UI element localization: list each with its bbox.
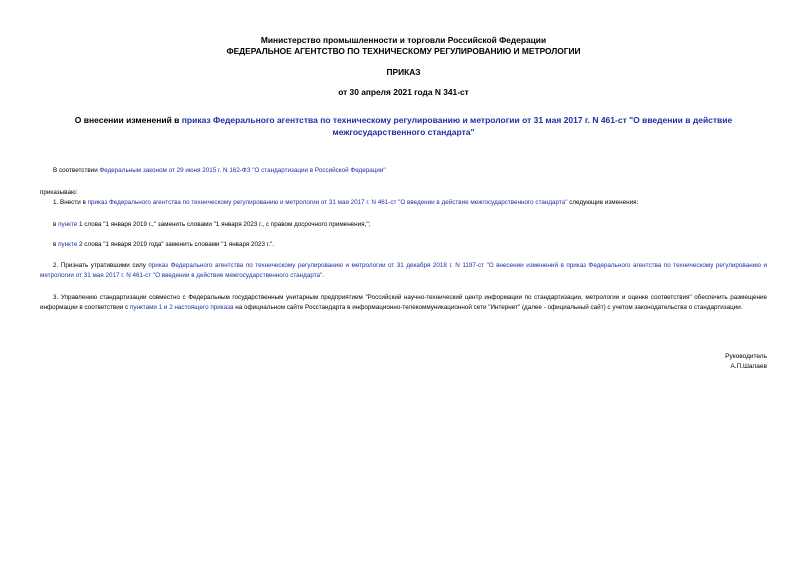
ministry-name: Министерство промышленности и торговли Российской Федерации [260,35,547,45]
item-3-prefix: 3. Управлению стандартизации совместно с Федеральным государственным унитарным предприятием "Российский научно-технический центр информации по стандартизации, метрологии и оценке соответствия" обеспечить размещение информации в соответствии с [40,294,767,311]
doc-type: ПРИКАЗ [386,67,421,77]
item-1b [40,240,767,250]
item-3 [40,293,767,312]
order-word: приказываю: [40,189,78,196]
item-2-order-link[interactable]: приказ Федерального агентства по техническому регулированию и метрологии от 31 декабря 2018 г. N 1197-ст "О внесении изменений в приказ Федерального агентства по техническому регулированию и метрологии от 31 мая 2017 г. N 461-ст "О введении в действие межгосударственного стандарта" [40,262,767,279]
item-1a [40,220,767,230]
item-1a-prefix: в [53,221,59,228]
agency-name: ФЕДЕРАЛЬНОЕ АГЕНТСТВО ПО ТЕХНИЧЕСКОМУ РЕГУЛИРОВАНИЮ И МЕТРОЛОГИИ [226,46,581,56]
title-order-link[interactable]: приказ Федерального агентства по техническому регулированию и метрологии от 31 мая 2017 г. N 461-ст "О введении в действие межгосударственного стандарта" [181,115,733,137]
doc-date-number: от 30 апреля 2021 года N 341-ст [338,87,469,97]
item-3-suffix: на официальном сайте Росстандарта в информационно-телекоммуникационной сети "Интернет" (далее - официальный сайт) с учетом законодательства о стандартизации. [233,303,743,311]
signatory-name: А.П.Шалаев [730,363,767,370]
document-title [40,114,767,138]
item-1a-suffix: 1 слова "1 января 2019 г.," заменить словами "1 января 2023 г., с правом досрочного применения,"; [77,221,371,228]
federal-law-link[interactable]: Федеральным законом от 29 июня 2015 г. N 162-ФЗ "О стандартизации в Российской Федерации" [99,167,386,174]
item-1 [40,198,767,208]
item-1b-point-link[interactable]: пункте [58,241,78,248]
signatory-position: Руководитель [725,353,767,360]
document-header [40,35,767,57]
item-1b-suffix: 2 слова "1 января 2019 года" заменить словами "1 января 2023 г.". [77,241,275,248]
item-2-suffix: . [322,271,325,279]
item-3-points-link[interactable]: пунктами 1 и 2 настоящего приказа [129,303,234,311]
item-1-order-link[interactable]: приказ Федерального агентства по техническому регулированию и метрологии от 31 мая 2017 г. N 461-ст "О введении в действие межгосударственного стандарта" [87,199,568,206]
title-prefix: О внесении изменений в [74,115,182,125]
preamble-prefix: В соответствии [53,167,100,174]
item-1b-prefix: в [53,241,59,248]
item-1a-point-link[interactable]: пункте [58,221,78,228]
item-2-prefix: 2. Признать утратившими силу [53,262,149,269]
item-2 [40,261,767,280]
preamble [40,166,767,176]
item-1-prefix: 1. Внести в [53,199,88,206]
signature-block [725,352,767,372]
item-1-suffix: следующие изменения: [567,199,639,206]
